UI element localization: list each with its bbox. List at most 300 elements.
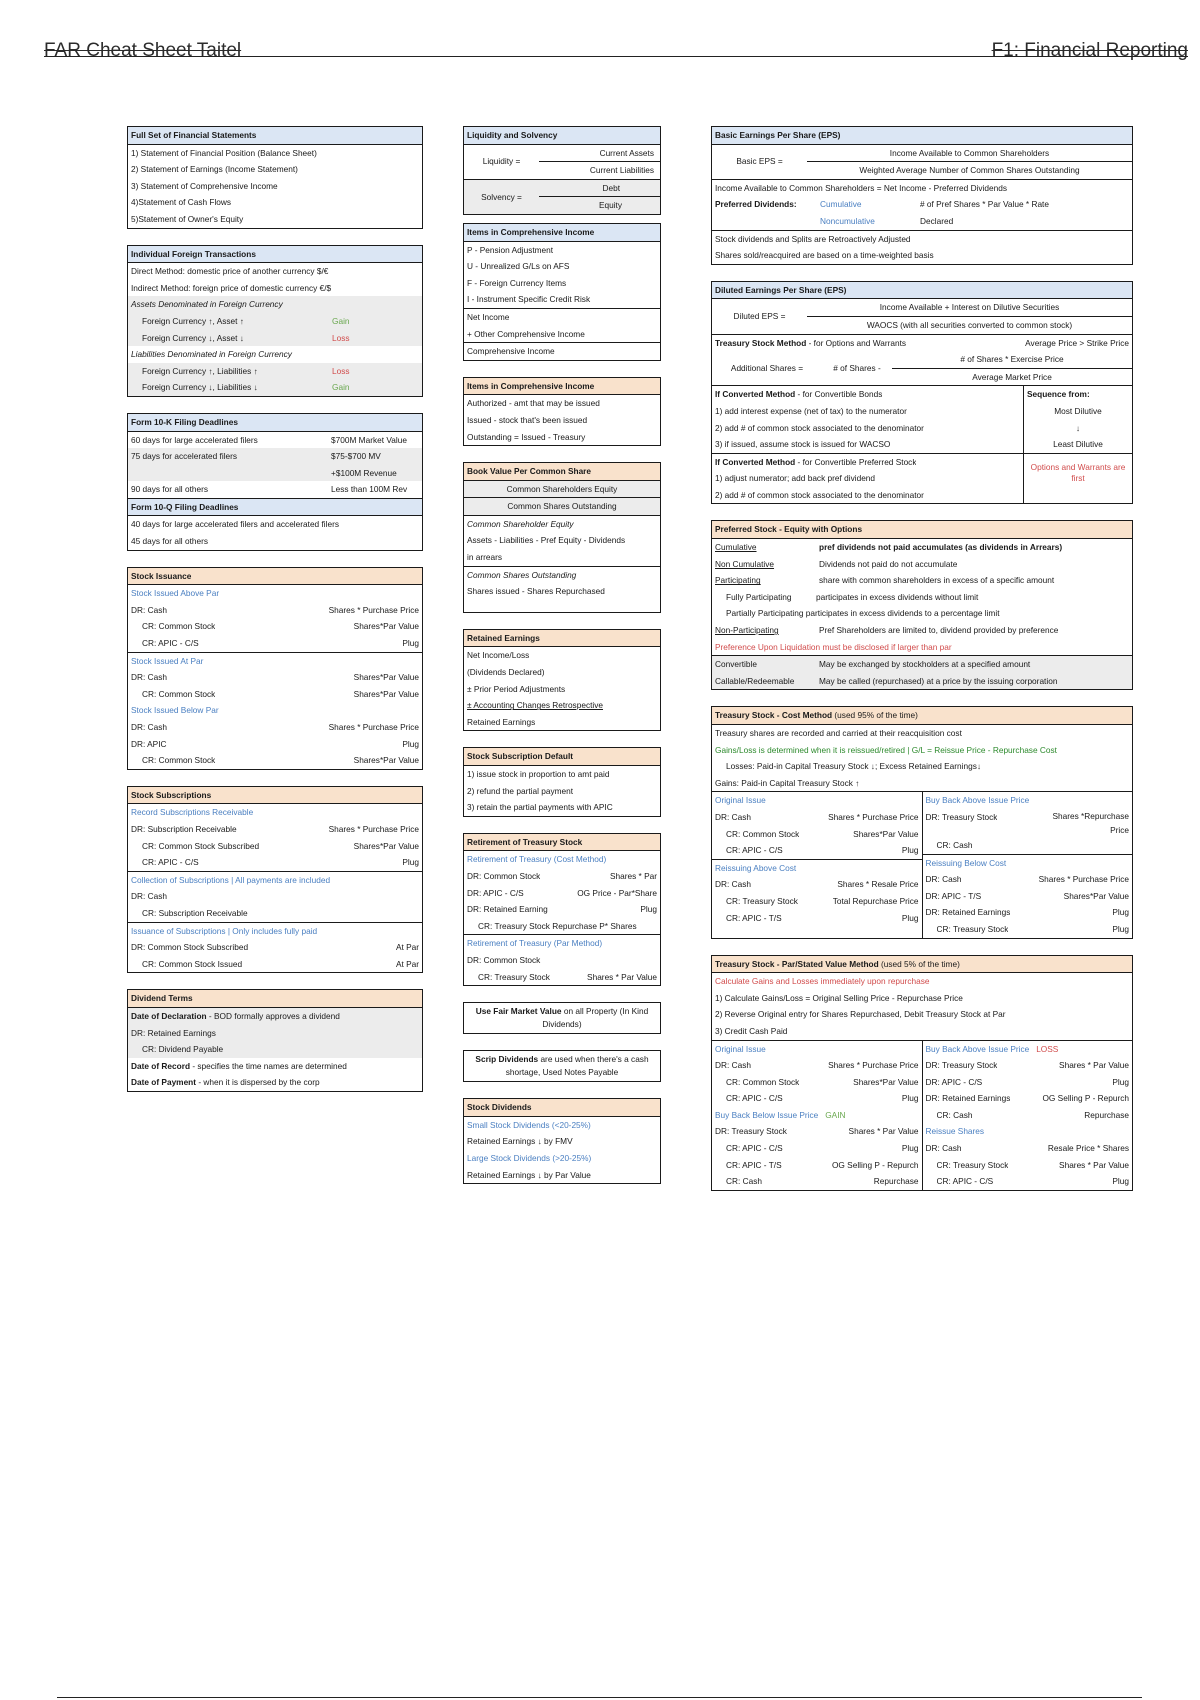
journal-amount: Shares*Par Value <box>853 1076 919 1087</box>
journal-account: CR: APIC - C/S <box>726 1093 783 1104</box>
fmv-note-bold: Use Fair Market Value <box>475 1006 562 1017</box>
liquidity-label: Liquidity = <box>482 156 521 167</box>
tpar-right <box>922 1041 1133 1190</box>
shares-item: Outstanding = Issued - Treasury <box>467 431 586 442</box>
basic-eps-fraction <box>807 145 1132 179</box>
icp-desc: - for Convertible Preferred Stock <box>795 456 917 467</box>
sequence-most: Most Dilutive <box>1054 405 1102 416</box>
journal-row <box>128 669 422 686</box>
journal-row: DR: Common Stock <box>467 954 541 965</box>
journal-row <box>923 1090 1133 1107</box>
subheading: Issuance of Subscriptions | Only includes fully paid <box>128 922 422 940</box>
journal-account: CR: APIC - C/S <box>726 845 783 856</box>
journal-account: CR: APIC - C/S <box>936 1176 994 1187</box>
journal-row <box>712 1173 922 1190</box>
journal-account: CR: Treasury Stock <box>726 895 798 906</box>
journal-amount: Plug <box>402 638 419 649</box>
journal-account: DR: Retained Earnings <box>925 907 1011 918</box>
fs-box <box>127 126 423 229</box>
journal-row <box>464 969 660 986</box>
pref-term: Non Cumulative <box>715 558 775 569</box>
fx-liab-row <box>128 379 422 396</box>
journal-row <box>712 1123 922 1140</box>
journal-row: CR: Dividend Payable <box>142 1044 224 1055</box>
pref-desc: May be exchanged by stockholders at a specified amount <box>819 659 1031 670</box>
subheading: Stock Issued Above Par <box>131 588 220 599</box>
sequence-title: Sequence from: <box>1027 389 1090 400</box>
re-item: (Dividends Declared) <box>467 667 545 678</box>
journal-account: DR: Treasury Stock <box>925 1060 998 1071</box>
re-item: Net Income/Loss <box>467 650 530 661</box>
journal-account: DR: APIC - C/S <box>925 1076 983 1087</box>
journal-row <box>923 1157 1133 1174</box>
fraction-numerator: # of Shares * Exercise Price <box>892 351 1132 369</box>
bv-line: Common Shareholder Equity <box>464 515 660 533</box>
pref-row <box>712 572 1132 589</box>
journal-account: DR: Cash <box>131 722 167 732</box>
journal-row <box>923 904 1133 921</box>
fraction-numerator: Debt <box>539 180 660 198</box>
diluted-eps-fraction <box>807 299 1132 333</box>
treasury-cost-title <box>712 707 1132 725</box>
journal-amount: OG Price - Par*Share <box>577 887 657 898</box>
journal-amount: Shares*Par Value <box>353 755 419 766</box>
fx-box <box>127 245 423 397</box>
pref-desc: May be called (repurchased) at a price by the issuing corporation <box>819 675 1058 686</box>
journal-account: DR: Subscription Receivable <box>131 823 237 834</box>
journal-row: DR: Retained Earnings <box>131 1027 216 1038</box>
subheading <box>923 1041 1133 1058</box>
journal-account: DR: Treasury Stock <box>715 1126 787 1137</box>
pref-row <box>712 656 1132 673</box>
journal-row <box>464 868 660 885</box>
journal-row <box>128 635 422 652</box>
if-converted-section <box>712 385 1132 503</box>
journal-account: DR: APIC <box>131 738 167 749</box>
term-name: Date of Record <box>131 1060 191 1071</box>
solvency-formula <box>464 179 660 214</box>
journal-amount: OG Selling P - Repurch <box>831 1159 919 1170</box>
journal-row <box>923 809 1133 837</box>
journal-account: CR: Common Stock <box>726 828 800 839</box>
journal-account: DR: Treasury Stock <box>925 811 998 822</box>
tenk-title: Form 10-K Filing Deadlines <box>128 414 422 432</box>
fx-liab-row <box>128 363 422 380</box>
tenk-value: Less than 100M Rev <box>331 484 408 495</box>
pref-div-type: Cumulative <box>820 199 862 210</box>
liquidity-title: Liquidity and Solvency <box>464 127 660 145</box>
journal-account: CR: Treasury Stock <box>478 971 550 982</box>
term-row <box>128 1074 422 1091</box>
column-2 <box>463 126 661 1184</box>
fx-liab-value: Loss <box>332 365 350 376</box>
retained-earnings-title: Retained Earnings <box>464 630 660 648</box>
subheading <box>712 1107 922 1124</box>
journal-amount: Plug <box>901 845 919 856</box>
subheading: Reissuing Above Cost <box>712 859 922 877</box>
icm-step: 1) add interest expense (net of tax) to the numerator <box>715 405 907 416</box>
tenk-box <box>127 413 423 551</box>
scrip-note-rest: are used when there's a cash shortage, Used Notes Payable <box>505 1054 649 1078</box>
diluted-eps-formula <box>712 299 1132 333</box>
subheading: Large Stock Dividends (>20-25%) <box>467 1152 592 1163</box>
fx-asset-value: Gain <box>332 315 350 326</box>
tpar-left <box>712 1041 922 1190</box>
icp-row <box>712 453 1023 471</box>
tcost-right <box>922 792 1133 937</box>
journal-amount: Shares * Purchase Price <box>828 811 919 822</box>
tenk-value: +$100M Revenue <box>331 467 397 478</box>
re-total: Retained Earnings <box>467 716 536 727</box>
journal-amount: At Par <box>395 942 419 953</box>
stock-subscriptions-title: Stock Subscriptions <box>128 787 422 805</box>
subheading: Original Issue <box>715 1043 766 1054</box>
pref-row <box>712 539 1132 556</box>
journal-row <box>712 826 922 843</box>
journal-row <box>712 1057 922 1074</box>
liquidity-box <box>463 126 661 215</box>
journal-account: CR: Common Stock <box>142 621 216 632</box>
basic-eps-label: Basic EPS = <box>736 156 783 167</box>
subheading: Retirement of Treasury (Cost Method) <box>467 854 607 865</box>
bv-line: Assets - Liabilities - Pref Equity - Dividends <box>467 535 626 546</box>
journal-amount: Shares * Par Value <box>1059 1060 1129 1071</box>
journal-amount: Shares * Resale Price <box>837 879 919 890</box>
bv-line: Common Shares Outstanding <box>464 566 660 584</box>
dividend-terms-box <box>127 989 423 1092</box>
journal-row: CR: Treasury Stock Repurchase P* Shares <box>478 920 637 931</box>
treasury-cost-box <box>711 706 1133 938</box>
bv-line: Shares issued - Shares Repurchased <box>467 586 605 597</box>
pref-desc: participates in excess dividends without limit <box>816 591 979 602</box>
preferred-stock-title: Preferred Stock - Equity with Options <box>712 521 1132 539</box>
stock-issuance-title: Stock Issuance <box>128 568 422 586</box>
journal-row <box>712 1157 922 1174</box>
pref-div-value: # of Pref Shares * Par Value * Rate <box>920 199 1049 210</box>
fs-title: Full Set of Financial Statements <box>128 127 422 145</box>
default-item: 1) issue stock in proportion to amt paid <box>467 769 610 779</box>
subheading: Stock Issued At Par <box>128 652 422 670</box>
shares-title: Items in Comprehensive Income <box>464 378 660 396</box>
diluted-eps-box <box>711 281 1133 505</box>
journal-row <box>923 921 1133 938</box>
fs-item: 2) Statement of Earnings (Income Statement) <box>131 164 298 175</box>
dilution-sequence <box>1023 386 1132 503</box>
eps-note: Shares sold/reacquired are based on a time-weighted basis <box>715 250 934 261</box>
tcost-note: Gains/Loss is determined when it is reissued/retired | G/L = Reissue Price - Repurchase Cost <box>715 744 1057 755</box>
tenk-value: $75-$700 MV <box>331 451 381 462</box>
term-name: Date of Declaration <box>131 1010 207 1021</box>
oci-net-income: Net Income <box>464 308 660 326</box>
treasury-par-title-usage: (used 5% of the time) <box>878 958 960 969</box>
journal-account: CR: APIC - C/S <box>142 857 199 868</box>
journal-row <box>128 821 422 838</box>
icp-step: 1) adjust numerator; add back pref dividend <box>715 473 876 484</box>
journal-row <box>712 842 922 859</box>
term-row <box>128 1058 422 1075</box>
journal-row <box>923 1074 1133 1091</box>
journal-row: CR: Cash <box>936 839 973 850</box>
fx-asset-label: Foreign Currency ↑, Asset ↑ <box>142 315 244 326</box>
journal-account: CR: Common Stock <box>142 755 216 766</box>
journal-amount: Plug <box>640 904 657 915</box>
journal-amount: Plug <box>1112 1176 1129 1187</box>
journal-row <box>923 1107 1133 1124</box>
tenq-title: Form 10-Q Filing Deadlines <box>128 498 422 517</box>
options-first-note: Options and Warrants are first <box>1024 453 1132 496</box>
pref-div-row <box>712 213 1132 230</box>
journal-row <box>128 838 422 855</box>
journal-row <box>712 910 922 927</box>
tpar-note: 2) Reverse Original entry for Shares Repurchased, Debit Treasury Stock at Par <box>715 1009 1006 1020</box>
fx-assets-header: Assets Denominated in Foreign Currency <box>131 299 283 310</box>
journal-row: CR: Subscription Receivable <box>142 907 248 918</box>
journal-account: CR: Treasury Stock <box>936 923 1009 934</box>
journal-row <box>712 1090 922 1107</box>
additional-shares-fraction <box>892 351 1132 385</box>
scrip-note-text <box>464 1051 660 1081</box>
journal-account: DR: Retained Earnings <box>925 1093 1011 1104</box>
tenk-row <box>128 481 422 498</box>
fx-asset-value: Loss <box>332 332 350 343</box>
journal-amount: Plug <box>402 857 419 868</box>
gain-label: GAIN <box>825 1109 846 1120</box>
additional-shares-minus: # of Shares - <box>833 362 881 373</box>
journal-amount: Shares * Par <box>609 870 657 881</box>
treasury-cost-title-main: Treasury Stock - Cost Method <box>715 710 833 721</box>
liquidation-note: Preference Upon Liquidation must be disclosed if larger than par <box>715 641 952 652</box>
scrip-note <box>463 1050 661 1082</box>
journal-amount: Shares * Par Value <box>1059 1159 1129 1170</box>
journal-account: DR: Common Stock <box>467 870 541 881</box>
journal-account: CR: APIC - T/S <box>726 1159 782 1170</box>
fs-item: 4)Statement of Cash Flows <box>131 197 232 208</box>
journal-amount: Shares * Purchase Price <box>1038 874 1129 885</box>
oci-title: Items in Comprehensive Income <box>464 224 660 242</box>
sequence-arrow: ↓ <box>1075 422 1081 433</box>
term-desc: - when it is dispersed by the corp <box>196 1077 320 1088</box>
journal-amount: Shares*Par Value <box>353 672 419 683</box>
journal-row <box>128 752 422 769</box>
shares-box <box>463 377 661 446</box>
journal-amount: Shares * Par Value <box>587 971 657 982</box>
fx-title: Individual Foreign Transactions <box>128 246 422 264</box>
tsm-row <box>712 334 1132 352</box>
fmv-note-rest: on all Property (In Kind Dividends) <box>542 1006 649 1030</box>
tcost-note: Losses: Paid-in Capital Treasury Stock ↓; Excess Retained Earnings↓ <box>726 761 982 772</box>
journal-amount: Plug <box>402 738 419 749</box>
journal-amount: Shares*Par Value <box>353 840 419 851</box>
journal-row <box>464 901 660 918</box>
tpar-note: Calculate Gains and Losses immediately upon repurchase <box>715 976 930 987</box>
pref-desc: Dividends not paid do not accumulate <box>819 558 958 569</box>
journal-account: CR: Cash <box>936 1109 973 1120</box>
journal-row <box>712 809 922 826</box>
shares-item: Issued - stock that's been issued <box>467 414 588 425</box>
subheading: Original Issue <box>715 795 766 806</box>
oci-box <box>463 223 661 361</box>
basic-eps-formula <box>712 145 1132 179</box>
if-converted-steps <box>712 386 1023 503</box>
tsm-condition: Average Price > Strike Price <box>1025 337 1129 348</box>
icm-row <box>712 386 1023 403</box>
journal-account: DR: APIC - T/S <box>925 890 982 901</box>
journal-amount: Shares*Par Value <box>853 828 919 839</box>
treasury-par-title <box>712 956 1132 974</box>
pref-row <box>712 556 1132 573</box>
journal-row <box>712 1074 922 1091</box>
tenk-row <box>128 448 422 465</box>
pref-row <box>712 605 1132 622</box>
subheading: Reissuing Below Cost <box>923 854 1133 872</box>
tenk-label: 75 days for accelerated filers <box>131 451 238 462</box>
solvency-label: Solvency = <box>481 191 522 202</box>
journal-amount: OG Selling P - Repurch <box>1042 1093 1129 1104</box>
pref-row <box>712 622 1132 639</box>
fraction-denominator: Weighted Average Number of Common Shares Outstanding <box>859 165 1080 176</box>
tcost-left <box>712 792 922 937</box>
pref-row <box>712 673 1132 690</box>
journal-row <box>923 1057 1133 1074</box>
journal-account: CR: APIC - C/S <box>142 638 199 649</box>
section-title: F1: Financial Reporting <box>991 40 1188 61</box>
tsm-name: Treasury Stock Method <box>715 337 807 348</box>
pref-desc: Pref Shareholders are limited to, dividend provided by preference <box>819 625 1059 636</box>
journal-account: CR: Common Stock <box>142 688 216 699</box>
journal-row <box>712 893 922 910</box>
tpar-note: 1) Calculate Gains/Loss = Original Selling Price - Repurchase Price <box>715 992 963 1003</box>
stock-subscriptions-box <box>127 786 423 974</box>
pref-div-label: Preferred Dividends: <box>715 199 797 210</box>
term-desc: - BOD formally approves a dividend <box>206 1010 340 1021</box>
journal-account: DR: Cash <box>925 874 962 885</box>
journal-account: CR: Common Stock Subscribed <box>142 840 260 851</box>
journal-account: DR: Cash <box>925 1143 962 1154</box>
fraction-denominator: WAOCS (with all securities converted to common stock) <box>866 319 1073 330</box>
book-value-title: Book Value Per Common Share <box>464 463 660 481</box>
journal-amount: Plug <box>1112 923 1129 934</box>
fraction-denominator: Equity <box>598 200 622 211</box>
pref-term: Fully Participating <box>726 591 792 602</box>
re-item: ± Accounting Changes Retrospective <box>467 700 603 711</box>
journal-amount: Total Repurchase Price <box>832 895 919 906</box>
dividend-terms-title: Dividend Terms <box>128 990 422 1008</box>
additional-shares-formula <box>712 351 1132 385</box>
fmv-note <box>463 1002 661 1034</box>
default-item: 2) refund the partial payment <box>467 785 574 796</box>
tcost-note: Treasury shares are recorded and carried at their reacquisition cost <box>715 728 962 738</box>
tpar-note: 3) Credit Cash Paid <box>715 1025 788 1036</box>
loss-label: LOSS <box>1036 1043 1059 1054</box>
journal-amount: Plug <box>901 1143 919 1154</box>
term-row <box>128 1008 422 1025</box>
fx-asset-row <box>128 313 422 330</box>
treasury-par-box <box>711 955 1133 1191</box>
column-3 <box>711 126 1133 1191</box>
icm-step: 3) if issued, assume stock is issued for WACSO <box>715 439 891 450</box>
pref-div-value: Declared <box>920 215 954 226</box>
header-rule <box>44 56 1188 57</box>
icm-step: 2) add # of common stock associated to the denominator <box>715 422 924 433</box>
pref-desc: share with common shareholders in excess of a specific amount <box>819 575 1055 586</box>
preferred-stock-box <box>711 520 1133 690</box>
journal-row <box>923 1173 1133 1190</box>
journal-row <box>128 602 422 619</box>
journal-amount: Plug <box>901 912 919 923</box>
diluted-eps-label: Diluted EPS = <box>733 311 786 322</box>
journal-amount: Repurchase <box>873 1176 919 1187</box>
pref-term: Partially Participating <box>726 608 804 619</box>
pref-row <box>712 589 1132 606</box>
journal-account: CR: Cash <box>726 1176 762 1187</box>
tenk-accelerated <box>128 448 422 481</box>
column-1 <box>127 126 423 1092</box>
retirement-box <box>463 833 661 986</box>
journal-row <box>923 1140 1133 1157</box>
pref-options <box>712 655 1132 689</box>
tcost-entries <box>712 791 1132 937</box>
pref-term: Non-Participating <box>715 625 779 636</box>
page-title: FAR Cheat Sheet Taitel <box>44 40 242 61</box>
journal-account: DR: Cash <box>715 811 751 822</box>
journal-row <box>712 876 922 893</box>
pref-term: Participating <box>715 575 761 586</box>
subheading: Reissue Shares <box>925 1126 985 1137</box>
subheading: Retirement of Treasury (Par Method) <box>464 934 660 952</box>
bv-line: in arrears <box>467 552 503 563</box>
subheading: Small Stock Dividends (<20-25%) <box>467 1119 591 1130</box>
fs-item: 5)Statement of Owner's Equity <box>131 213 244 224</box>
oci-item: U - Unrealized G/Ls on AFS <box>467 261 570 272</box>
footer-rule <box>57 1697 1142 1698</box>
journal-row <box>128 939 422 956</box>
diluted-eps-title: Diluted Earnings Per Share (EPS) <box>712 282 1132 300</box>
journal-amount: Shares*Par Value <box>353 688 419 699</box>
icp-name: If Converted Method <box>715 456 796 467</box>
fx-direct: Direct Method: domestic price of another currency $/€ <box>131 266 329 277</box>
journal-account: DR: Retained Earning <box>467 904 548 915</box>
additional-shares-label: Additional Shares = <box>730 362 804 373</box>
journal-amount: At Par <box>395 958 419 969</box>
journal-row <box>464 885 660 902</box>
pref-term: Callable/Redeemable <box>715 675 795 686</box>
journal-account: CR: APIC - T/S <box>726 912 782 923</box>
tenq-row: 45 days for all others <box>131 536 209 547</box>
fs-item: 1) Statement of Financial Position (Balance Sheet) <box>131 147 317 158</box>
journal-row <box>128 719 422 736</box>
subheading: Record Subscriptions Receivable <box>131 807 254 818</box>
pref-desc: participates in excess dividends to a percentage limit <box>805 608 1000 619</box>
fx-indirect: Indirect Method: foreign price of domestic currency €/$ <box>131 282 332 293</box>
journal-amount: Shares * Par Value <box>848 1126 919 1137</box>
subheading: Collection of Subscriptions | All payments are included <box>128 871 422 889</box>
journal-amount: Shares * Purchase Price <box>328 604 419 615</box>
tenk-value: $700M Market Value <box>331 434 407 445</box>
oci-item: I - Instrument Specific Credit Risk <box>467 294 591 305</box>
treasury-cost-title-usage: (used 95% of the time) <box>832 710 918 721</box>
journal-row <box>128 736 422 753</box>
sequence-least: Least Dilutive <box>1053 439 1103 450</box>
journal-amount: Plug <box>1112 907 1129 918</box>
fmv-note-text <box>464 1003 660 1033</box>
tenq-row: 40 days for large accelerated filers and accelerated filers <box>131 519 339 530</box>
tenk-label: 60 days for large accelerated filers <box>131 434 258 445</box>
pref-div-row <box>712 196 1132 213</box>
journal-amount: Repurchase <box>1084 1109 1129 1120</box>
eps-note: Stock dividends and Splits are Retroactively Adjusted <box>712 230 1132 248</box>
journal-account: CR: Treasury Stock <box>936 1159 1009 1170</box>
declaration-group <box>128 1008 422 1058</box>
